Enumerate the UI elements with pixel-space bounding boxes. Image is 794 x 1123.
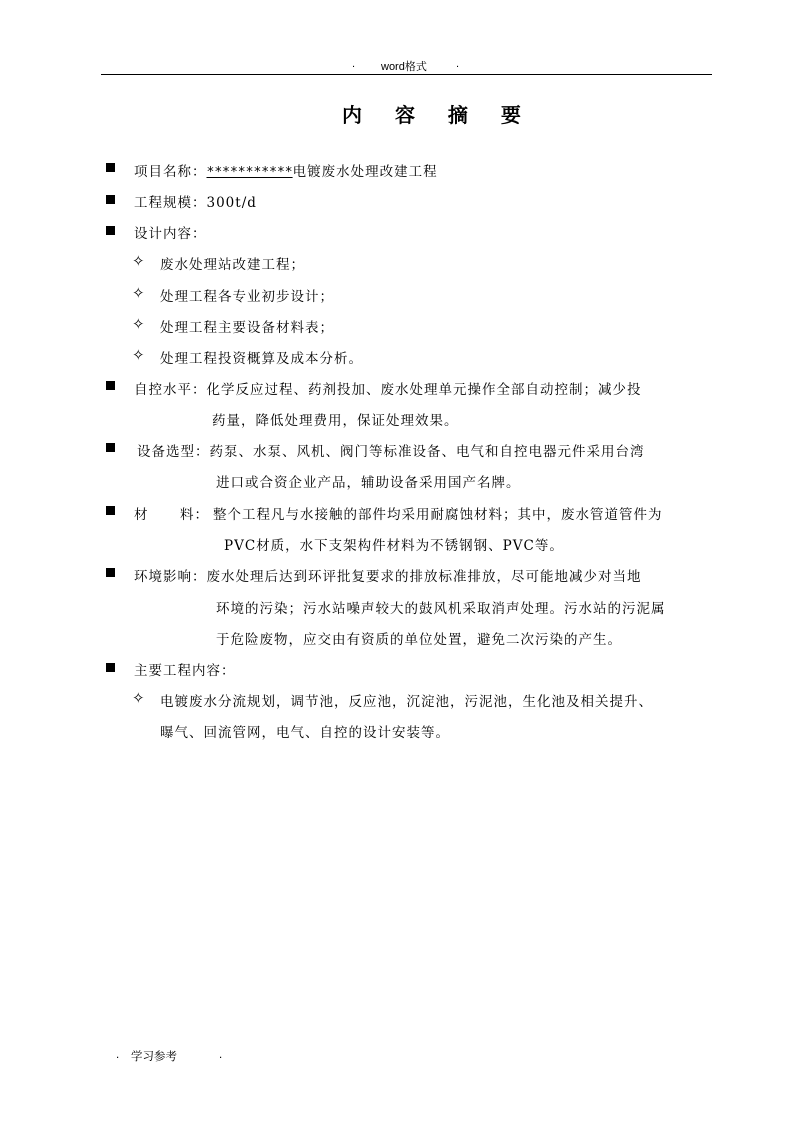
design-sub-item: 处理工程各专业初步设计； — [160, 289, 334, 305]
header-text: word格式 — [381, 61, 427, 73]
materials-line-2: PVC材质，水下支架构件材料为不锈钢钢、PVC等。 — [224, 538, 564, 554]
design-sub-item: 处理工程投资概算及成本分析。 — [160, 351, 363, 367]
header-dot-left: . — [352, 58, 356, 70]
footer-text: 学习参考 — [131, 1051, 177, 1063]
scale-line: 工程规模：300t/d — [134, 195, 257, 211]
equipment-line-2: 进口或合资企业产品，辅助设备采用国产名牌。 — [216, 475, 521, 491]
square-bullet-icon — [106, 568, 115, 577]
square-bullet-icon — [106, 443, 115, 452]
header-dot-right: . — [456, 58, 460, 70]
square-bullet-icon — [106, 663, 115, 672]
project-name: 电镀废水处理改建工程 — [292, 164, 438, 180]
automation-line-1: 自控水平：化学反应过程、药剂投加、废水处理单元操作全部自动控制；减少投 — [134, 382, 642, 398]
star-bullet-icon: ✧ — [132, 346, 145, 364]
automation-line-2: 药量，降低处理费用，保证处理效果。 — [212, 413, 459, 429]
project-label: 项目名称： — [134, 164, 207, 180]
design-sub-item: 处理工程主要设备材料表； — [160, 320, 334, 336]
environment-line-2: 环境的污染；污水站噪声较大的鼓风机采取消声处理。污水站的污泥属 — [216, 601, 666, 617]
environment-line-3: 于危险废物，应交由有资质的单位处置，避免二次污染的产生。 — [216, 632, 622, 648]
materials-label-2: 料： — [180, 507, 209, 523]
square-bullet-icon — [106, 506, 115, 515]
project-name-line — [134, 160, 438, 180]
project-mask: *********** — [206, 165, 293, 180]
main-sub-line-1: 电镀废水分流规划，调节池，反应池，沉淀池，污泥池，生化池及相关提升、 — [160, 694, 653, 710]
square-bullet-icon — [106, 163, 115, 172]
star-bullet-icon: ✧ — [132, 284, 145, 302]
materials-line-1: 整个工程凡与水接触的部件均采用耐腐蚀材料；其中，废水管道管件为 — [213, 507, 663, 523]
page-title: 内 容 摘 要 — [342, 103, 534, 127]
footer-dot-right: . — [219, 1049, 223, 1061]
star-bullet-icon: ✧ — [132, 315, 145, 333]
footer-dot-left: . — [116, 1049, 120, 1061]
design-label: 设计内容： — [134, 226, 207, 242]
equipment-line-1: 设备选型：药泵、水泵、风机、阀门等标准设备、电气和自控电器元件采用台湾 — [137, 444, 645, 460]
design-sub-item: 废水处理站改建工程； — [160, 257, 305, 273]
main-sub-line-2: 曝气、回流管网，电气、自控的设计安装等。 — [160, 725, 450, 741]
square-bullet-icon — [106, 226, 115, 235]
square-bullet-icon — [106, 195, 115, 204]
materials-label-1: 材 — [134, 507, 149, 523]
main-label: 主要工程内容： — [134, 663, 236, 679]
environment-line-1: 环境影响：废水处理后达到环评批复要求的排放标准排放，尽可能地减少对当地 — [134, 569, 642, 585]
square-bullet-icon — [106, 381, 115, 390]
star-bullet-icon: ✧ — [132, 252, 145, 270]
header-rule — [101, 74, 712, 75]
star-bullet-icon: ✧ — [132, 689, 145, 707]
